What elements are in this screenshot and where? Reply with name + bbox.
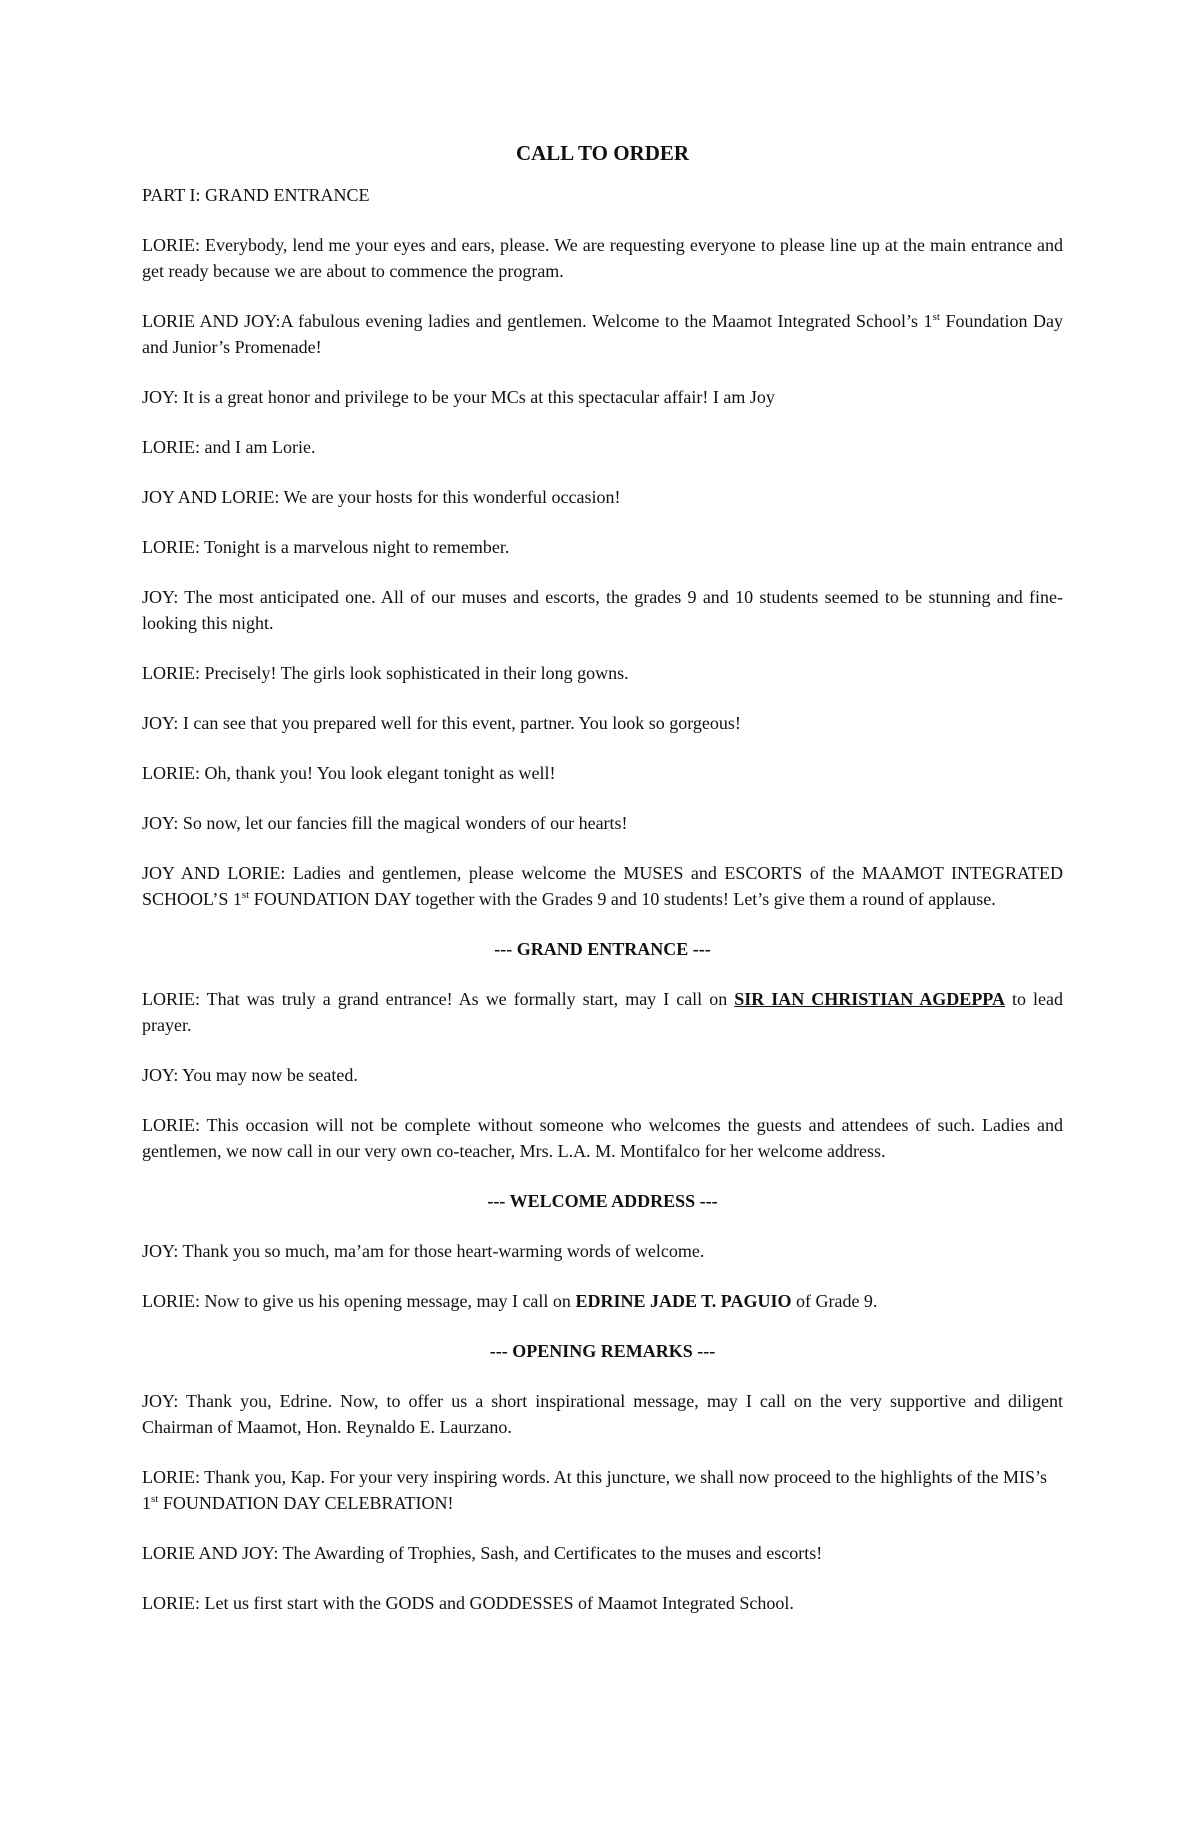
script-line-19-text-a: LORIE: Thank you, Kap. For your very inspiring words. At this juncture, we shall now proceed to the highlights of the MIS’s 1 [142,1467,1048,1513]
script-line-12-text-a: JOY AND LORIE: Ladies and gentlemen, please welcome the MUSES and ESCORTS of the MAAMOT INTEGRATED SCHOOL’S 1 [142,863,1063,909]
part-heading: PART I: GRAND ENTRANCE [142,185,370,205]
document-title: CALL TO ORDER [515,141,690,165]
script-line-7: JOY: The most anticipated one. All of our muses and escorts, the grades 9 and 10 students seemed to be stunning and fine-looking this night. [142,587,1063,633]
script-line-16: JOY: Thank you so much, ma’am for those heart-warming words of welcome. [142,1241,705,1261]
script-line-12 [142,860,1063,912]
script-line-17-text-b: of Grade 9. [791,1291,878,1311]
script-line-2-text-a: LORIE AND JOY:A fabulous evening ladies and gentlemen. Welcome to the Maamot Integrated School’s 1 [142,311,933,331]
script-line-5: JOY AND LORIE: We are your hosts for this wonderful occasion! [142,487,621,507]
ordinal-suffix: st [932,311,940,323]
script-line-3: JOY: It is a great honor and privilege to be your MCs at this spectacular affair! I am Joy [142,387,775,407]
script-line-9: JOY: I can see that you prepared well for this event, partner. You look so gorgeous! [142,713,741,733]
ordinal-suffix: st [151,1493,159,1505]
script-line-2 [142,308,1063,360]
script-line-13-text-b: to lead prayer. [142,989,1063,1035]
section-marker-welcome-address: --- WELCOME ADDRESS --- [487,1191,718,1211]
section-marker-opening-remarks: --- OPENING REMARKS --- [489,1341,716,1361]
script-line-12-text-b: FOUNDATION DAY together with the Grades 9 and 10 students! Let’s give them a round of applause. [249,889,996,909]
script-line-17 [142,1288,1063,1314]
script-line-15: LORIE: This occasion will not be complete without someone who welcomes the guests and attendees of such. Ladies and gentlemen, we now call in our very own co-teacher, Mrs. L.A. M. Montifalco for her welcome address. [142,1115,1063,1161]
section-marker-grand-entrance: --- GRAND ENTRANCE --- [494,939,711,959]
prayer-leader-name: SIR IAN CHRISTIAN AGDEPPA [734,989,1005,1009]
opening-speaker-name: EDRINE JADE T. PAGUIO [575,1291,792,1311]
script-line-13-text-a: LORIE: That was truly a grand entrance! As we formally start, may I call on [142,989,735,1009]
script-line-13 [142,986,1063,1038]
script-line-18: JOY: Thank you, Edrine. Now, to offer us a short inspirational message, may I call on the very supportive and diligent Chairman of Maamot, Hon. Reynaldo E. Laurzano. [142,1391,1063,1437]
script-line-20: LORIE AND JOY: The Awarding of Trophies, Sash, and Certificates to the muses and escorts! [142,1543,823,1563]
script-line-14: JOY: You may now be seated. [142,1065,358,1085]
script-line-11: JOY: So now, let our fancies fill the magical wonders of our hearts! [142,813,628,833]
script-line-17-text-a: LORIE: Now to give us his opening message, may I call on [142,1291,576,1311]
script-line-2-text-b: Foundation Day and Junior’s Promenade! [142,311,1063,357]
script-line-19-text-b: FOUNDATION DAY CELEBRATION! [158,1493,454,1513]
script-line-19 [142,1464,1063,1516]
script-line-10: LORIE: Oh, thank you! You look elegant tonight as well! [142,763,556,783]
script-line-4: LORIE: and I am Lorie. [142,437,316,457]
script-line-21: LORIE: Let us first start with the GODS and GODDESSES of Maamot Integrated School. [142,1593,794,1613]
ordinal-suffix: st [241,889,250,901]
script-line-8: LORIE: Precisely! The girls look sophisticated in their long gowns. [142,663,629,683]
script-line-1: LORIE: Everybody, lend me your eyes and ears, please. We are requesting everyone to please line up at the main entrance and get ready because we are about to commence the program. [142,235,1063,281]
script-line-6: LORIE: Tonight is a marvelous night to remember. [142,537,510,557]
